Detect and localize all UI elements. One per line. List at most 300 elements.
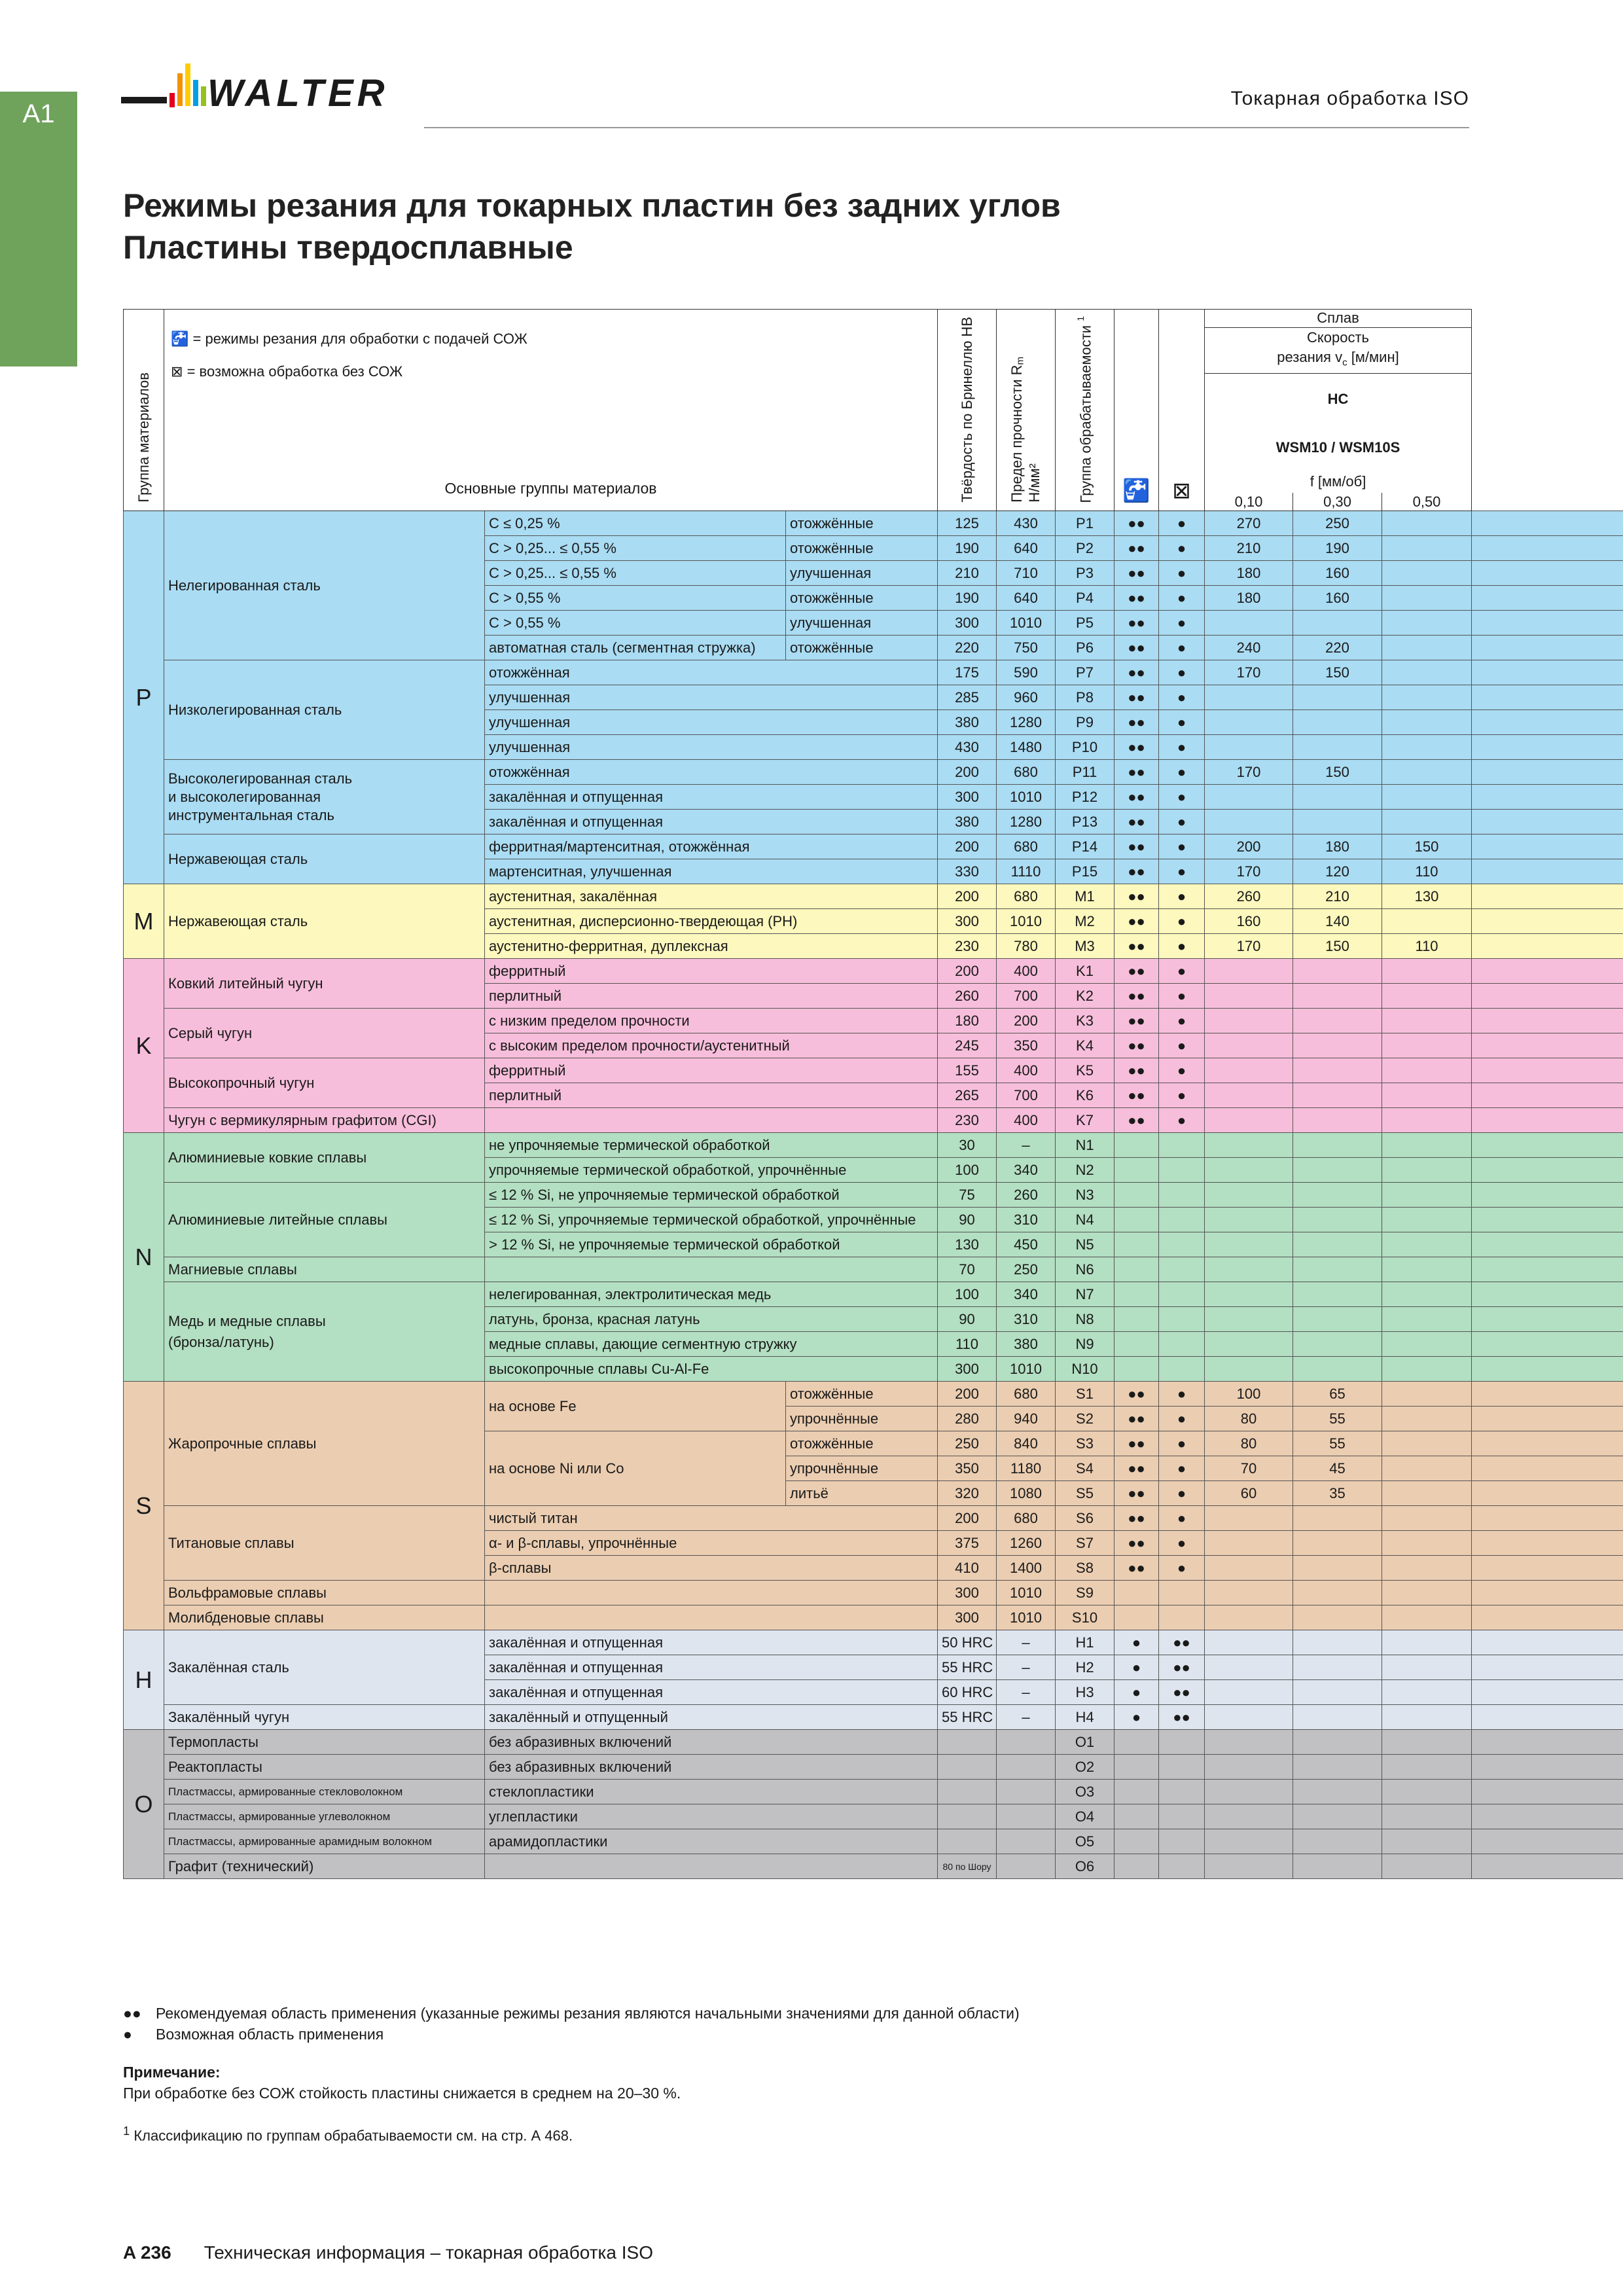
cell bbox=[1159, 1829, 1205, 1854]
cell bbox=[1472, 1680, 1623, 1705]
cell: ●● bbox=[1115, 834, 1159, 859]
cell: H3 bbox=[1056, 1680, 1115, 1705]
cell bbox=[1472, 909, 1623, 934]
cell: 190 bbox=[938, 586, 997, 611]
cell bbox=[1472, 1804, 1623, 1829]
cell: ●● bbox=[1115, 1556, 1159, 1581]
cell bbox=[1159, 1257, 1205, 1282]
cell bbox=[997, 1780, 1056, 1804]
cell bbox=[1472, 1382, 1623, 1407]
cell: 260 bbox=[1205, 884, 1293, 909]
cell: 110 bbox=[1382, 859, 1472, 884]
cell bbox=[1472, 1257, 1623, 1282]
cell: улучшенная bbox=[786, 611, 938, 636]
cell: 330 bbox=[938, 859, 997, 884]
cell: ●● bbox=[1115, 611, 1159, 636]
cell bbox=[1205, 1307, 1293, 1332]
cell bbox=[1205, 1357, 1293, 1382]
cell: P7 bbox=[1056, 660, 1115, 685]
cell bbox=[1115, 1133, 1159, 1158]
cell: 310 bbox=[997, 1208, 1056, 1232]
cell: C > 0,55 % bbox=[485, 611, 786, 636]
cell: 55 HRC bbox=[938, 1705, 997, 1730]
cell bbox=[1472, 511, 1623, 536]
cell: K5 bbox=[1056, 1058, 1115, 1083]
cell bbox=[1382, 1282, 1472, 1307]
material-main: Вольфрамовые сплавы bbox=[164, 1581, 485, 1605]
cell: P9 bbox=[1056, 710, 1115, 735]
cell: 75 bbox=[938, 1183, 997, 1208]
cell bbox=[1293, 685, 1382, 710]
cell: P15 bbox=[1056, 859, 1115, 884]
coolant-icon-col: 🚰 bbox=[1122, 478, 1150, 503]
cell bbox=[1115, 1605, 1159, 1630]
note-text: При обработке без СОЖ стойкость пластины снижается в среднем на 20–30 %. bbox=[123, 2085, 681, 2102]
cell: ●● bbox=[1115, 959, 1159, 984]
cell: P5 bbox=[1056, 611, 1115, 636]
cell bbox=[1472, 710, 1623, 735]
cell bbox=[1293, 1755, 1382, 1780]
cell: 940 bbox=[997, 1407, 1056, 1431]
cell: ● bbox=[1159, 959, 1205, 984]
cell: 150 bbox=[1382, 834, 1472, 859]
cell: упрочнённые bbox=[786, 1456, 938, 1481]
cell: 210 bbox=[1205, 536, 1293, 561]
cell: медные сплавы, дающие сегментную стружку bbox=[485, 1332, 938, 1357]
cell: ● bbox=[1159, 1083, 1205, 1108]
cell bbox=[1382, 1804, 1472, 1829]
group-letter-H: H bbox=[124, 1630, 164, 1730]
cell: ● bbox=[1159, 1481, 1205, 1506]
cell bbox=[1472, 884, 1623, 909]
cell: 130 bbox=[938, 1232, 997, 1257]
cell bbox=[1382, 1780, 1472, 1804]
material-main: Закалённая сталь bbox=[164, 1630, 485, 1705]
cell: 170 bbox=[1205, 859, 1293, 884]
cell: аустенитно-ферритная, дуплексная bbox=[485, 934, 938, 959]
material-main: Высокопрочный чугун bbox=[164, 1058, 485, 1108]
cell bbox=[1382, 536, 1472, 561]
cell bbox=[1382, 1431, 1472, 1456]
cell bbox=[1382, 1257, 1472, 1282]
cell: 350 bbox=[997, 1033, 1056, 1058]
cell bbox=[1159, 1133, 1205, 1158]
cell: 45 bbox=[1293, 1456, 1382, 1481]
cell bbox=[1293, 1829, 1382, 1854]
cell: ● bbox=[1159, 660, 1205, 685]
cell bbox=[1205, 984, 1293, 1009]
cell: литьё bbox=[786, 1481, 938, 1506]
cell bbox=[1115, 1208, 1159, 1232]
cell bbox=[1382, 1456, 1472, 1481]
cell bbox=[1293, 1257, 1382, 1282]
cell bbox=[1159, 1780, 1205, 1804]
cell bbox=[1205, 1705, 1293, 1730]
cell: ●● bbox=[1159, 1680, 1205, 1705]
cell: 840 bbox=[997, 1431, 1056, 1456]
material-sub: на основе Ni или Co bbox=[485, 1431, 786, 1506]
cell: закалённый и отпущенный bbox=[485, 1705, 938, 1730]
cell: упрочнённые bbox=[786, 1407, 938, 1431]
cell: S3 bbox=[1056, 1431, 1115, 1456]
cell bbox=[1159, 1307, 1205, 1332]
table-row bbox=[124, 834, 1623, 859]
cell bbox=[1382, 1332, 1472, 1357]
table-row bbox=[124, 1705, 1623, 1730]
table-row bbox=[124, 1257, 1623, 1282]
cell: ● bbox=[1159, 760, 1205, 785]
cell bbox=[1293, 1804, 1382, 1829]
cell: ●● bbox=[1115, 660, 1159, 685]
cell: ● bbox=[1159, 810, 1205, 834]
cell: 220 bbox=[1293, 636, 1382, 660]
cell: 55 bbox=[1293, 1431, 1382, 1456]
cell: Пластмассы, армированные углеволокном bbox=[164, 1804, 485, 1829]
cell: 710 bbox=[997, 561, 1056, 586]
cell: > 12 % Si, не упрочняемые термической обработкой bbox=[485, 1232, 938, 1257]
cell: 200 bbox=[938, 959, 997, 984]
cell bbox=[1472, 1755, 1623, 1780]
cell bbox=[1472, 1655, 1623, 1680]
cell: 200 bbox=[997, 1009, 1056, 1033]
cell: O4 bbox=[1056, 1804, 1115, 1829]
cell: ● bbox=[1159, 1556, 1205, 1581]
cell bbox=[1205, 1083, 1293, 1108]
cell bbox=[1472, 1829, 1623, 1854]
cell: N2 bbox=[1056, 1158, 1115, 1183]
cell bbox=[1293, 1780, 1382, 1804]
cell bbox=[1293, 1058, 1382, 1083]
cell: 430 bbox=[997, 511, 1056, 536]
cell: ●● bbox=[1115, 1382, 1159, 1407]
cell: 200 bbox=[938, 834, 997, 859]
cell: 1010 bbox=[997, 1581, 1056, 1605]
table-row bbox=[124, 760, 1623, 785]
table-row bbox=[124, 1804, 1623, 1829]
cell: Пластмассы, армированные арамидным волокном bbox=[164, 1829, 485, 1854]
header-mach-group: Группа обрабатываемости $^1$ bbox=[1056, 310, 1115, 511]
cell: ● bbox=[1159, 1531, 1205, 1556]
cell: 200 bbox=[938, 1506, 997, 1531]
cell bbox=[1205, 735, 1293, 760]
cell bbox=[1115, 1257, 1159, 1282]
cell: отожжённые bbox=[786, 536, 938, 561]
cell bbox=[1472, 536, 1623, 561]
cell bbox=[1159, 1581, 1205, 1605]
cell: 300 bbox=[938, 611, 997, 636]
cell: 50 HRC bbox=[938, 1630, 997, 1655]
cell: 1010 bbox=[997, 611, 1056, 636]
cell: ●● bbox=[1115, 1407, 1159, 1431]
cell: S2 bbox=[1056, 1407, 1115, 1431]
cell: S6 bbox=[1056, 1506, 1115, 1531]
cell: N6 bbox=[1056, 1257, 1115, 1282]
cell: ●● bbox=[1115, 1506, 1159, 1531]
cell bbox=[1293, 1556, 1382, 1581]
cell: 250 bbox=[997, 1257, 1056, 1282]
cell: 240 bbox=[1205, 636, 1293, 660]
cell: K3 bbox=[1056, 1009, 1115, 1033]
cell bbox=[1293, 785, 1382, 810]
cell: S10 bbox=[1056, 1605, 1115, 1630]
cell: ●● bbox=[1115, 1083, 1159, 1108]
cell: закалённая и отпущенная bbox=[485, 810, 938, 834]
cell bbox=[1472, 1208, 1623, 1232]
group-letter-K: K bbox=[124, 959, 164, 1133]
logo-text: WALTER bbox=[207, 72, 389, 115]
cell: ● bbox=[1115, 1655, 1159, 1680]
cell bbox=[1472, 1531, 1623, 1556]
cell: ●● bbox=[1159, 1705, 1205, 1730]
cell bbox=[1205, 959, 1293, 984]
cell bbox=[938, 1804, 997, 1829]
cell bbox=[1472, 1506, 1623, 1531]
page-footer bbox=[123, 2242, 653, 2263]
material-main: Нержавеющая сталь bbox=[164, 834, 485, 884]
cell: N4 bbox=[1056, 1208, 1115, 1232]
cell: K6 bbox=[1056, 1083, 1115, 1108]
cell: ● bbox=[1115, 1630, 1159, 1655]
material-main: Серый чугун bbox=[164, 1009, 485, 1058]
cell: отожжённые bbox=[786, 636, 938, 660]
material-sub: на основе Fe bbox=[485, 1382, 786, 1431]
cell: 1280 bbox=[997, 810, 1056, 834]
cell bbox=[1205, 1680, 1293, 1705]
cell: 200 bbox=[938, 884, 997, 909]
cell: высокопрочные сплавы Cu-Al-Fe bbox=[485, 1357, 938, 1382]
cell: 400 bbox=[997, 959, 1056, 984]
cell bbox=[1382, 1357, 1472, 1382]
cell: ≤ 12 % Si, не упрочняемые термической обработкой bbox=[485, 1183, 938, 1208]
cell: с низким пределом прочности bbox=[485, 1009, 938, 1033]
cell bbox=[1472, 834, 1623, 859]
cell bbox=[1472, 810, 1623, 834]
cell: ● bbox=[1159, 710, 1205, 735]
cell: ●● bbox=[1115, 586, 1159, 611]
dry-icon-col: ⊠ bbox=[1172, 478, 1191, 503]
header-group-col: Группа материалов bbox=[124, 310, 164, 511]
cell bbox=[997, 1730, 1056, 1755]
cell bbox=[1382, 1481, 1472, 1506]
cell: 680 bbox=[997, 760, 1056, 785]
cell: 450 bbox=[997, 1232, 1056, 1257]
cell: ● bbox=[1159, 1431, 1205, 1456]
cell bbox=[1115, 1581, 1159, 1605]
note-title: Примечание: bbox=[123, 2064, 221, 2081]
cell bbox=[1472, 735, 1623, 760]
cell: перлитный bbox=[485, 984, 938, 1009]
cell: ферритный bbox=[485, 959, 938, 984]
cell bbox=[1382, 1829, 1472, 1854]
header-divider bbox=[424, 127, 1469, 128]
cell bbox=[1115, 1282, 1159, 1307]
cell: 1010 bbox=[997, 1357, 1056, 1382]
cell: 125 bbox=[938, 511, 997, 536]
cell bbox=[1472, 1033, 1623, 1058]
material-main: Алюминиевые литейные сплавы bbox=[164, 1183, 485, 1257]
feed-010: 0,10 bbox=[1205, 493, 1293, 511]
cell bbox=[1293, 1357, 1382, 1382]
table-row bbox=[124, 1058, 1623, 1083]
cell: 410 bbox=[938, 1556, 997, 1581]
cell bbox=[1382, 959, 1472, 984]
cell: улучшенная bbox=[485, 685, 938, 710]
cell: 1010 bbox=[997, 909, 1056, 934]
cell: P13 bbox=[1056, 810, 1115, 834]
table-row bbox=[124, 1382, 1623, 1407]
cell bbox=[1205, 1581, 1293, 1605]
cell: β-сплавы bbox=[485, 1556, 938, 1581]
cell bbox=[1293, 1009, 1382, 1033]
cell: не упрочняемые термической обработкой bbox=[485, 1133, 938, 1158]
cell: 110 bbox=[1382, 934, 1472, 959]
cell bbox=[1293, 1158, 1382, 1183]
cell: 180 bbox=[1205, 586, 1293, 611]
cutting-data-table bbox=[123, 309, 1623, 1879]
cell bbox=[1293, 1630, 1382, 1655]
cell: ●● bbox=[1115, 1033, 1159, 1058]
cell bbox=[1382, 1506, 1472, 1531]
header-rm: Предел прочности $R_mН$/мм² bbox=[997, 310, 1056, 511]
cell bbox=[1382, 1531, 1472, 1556]
cell bbox=[1382, 1655, 1472, 1680]
cell: P10 bbox=[1056, 735, 1115, 760]
cell: ● bbox=[1159, 1456, 1205, 1481]
cell: 590 bbox=[997, 660, 1056, 685]
cell bbox=[1472, 1854, 1623, 1879]
cell bbox=[1382, 586, 1472, 611]
cell: 1180 bbox=[997, 1456, 1056, 1481]
cell: M3 bbox=[1056, 934, 1115, 959]
cell bbox=[1382, 735, 1472, 760]
cell: P12 bbox=[1056, 785, 1115, 810]
cell: 180 bbox=[938, 1009, 997, 1033]
cell bbox=[997, 1854, 1056, 1879]
cell: M2 bbox=[1056, 909, 1115, 934]
cell: без абразивных включений bbox=[485, 1755, 938, 1780]
cell: K1 bbox=[1056, 959, 1115, 984]
cell: отожжённая bbox=[485, 760, 938, 785]
cell bbox=[1159, 1605, 1205, 1630]
cell: 55 bbox=[1293, 1407, 1382, 1431]
cell: K7 bbox=[1056, 1108, 1115, 1133]
cell bbox=[1382, 1083, 1472, 1108]
cell: ●● bbox=[1115, 984, 1159, 1009]
cell: с высоким пределом прочности/аустенитный bbox=[485, 1033, 938, 1058]
page-title bbox=[123, 185, 1061, 268]
cell bbox=[1382, 1605, 1472, 1630]
table-row bbox=[124, 1630, 1623, 1655]
cell bbox=[1205, 785, 1293, 810]
cell bbox=[1382, 909, 1472, 934]
cell bbox=[1205, 1755, 1293, 1780]
cell: 175 bbox=[938, 660, 997, 685]
cell bbox=[1205, 1033, 1293, 1058]
cell bbox=[1115, 1829, 1159, 1854]
cell bbox=[1382, 1108, 1472, 1133]
cell bbox=[1159, 1332, 1205, 1357]
cell: 430 bbox=[938, 735, 997, 760]
cell: P2 bbox=[1056, 536, 1115, 561]
cell: 1400 bbox=[997, 1556, 1056, 1581]
cell: 680 bbox=[997, 1506, 1056, 1531]
cell bbox=[1205, 1531, 1293, 1556]
cell bbox=[1472, 1730, 1623, 1755]
cell: закалённая и отпущенная bbox=[485, 1630, 938, 1655]
cell bbox=[1205, 1232, 1293, 1257]
cell: N9 bbox=[1056, 1332, 1115, 1357]
cell: отожжённые bbox=[786, 1431, 938, 1456]
cell: 70 bbox=[1205, 1456, 1293, 1481]
cell bbox=[1382, 1009, 1472, 1033]
cell bbox=[938, 1780, 997, 1804]
cell: ●● bbox=[1159, 1655, 1205, 1680]
cell: 680 bbox=[997, 834, 1056, 859]
cell: P4 bbox=[1056, 586, 1115, 611]
cell: ●● bbox=[1115, 1108, 1159, 1133]
cell: аустенитная, закалённая bbox=[485, 884, 938, 909]
cell: 750 bbox=[997, 636, 1056, 660]
cell: ●● bbox=[1115, 785, 1159, 810]
cell bbox=[1293, 959, 1382, 984]
cell bbox=[1293, 1730, 1382, 1755]
cell bbox=[1205, 710, 1293, 735]
cell: 100 bbox=[1205, 1382, 1293, 1407]
cell bbox=[1115, 1854, 1159, 1879]
cell: 640 bbox=[997, 586, 1056, 611]
cell: 300 bbox=[938, 1581, 997, 1605]
cell: 55 HRC bbox=[938, 1655, 997, 1680]
cell: 310 bbox=[997, 1307, 1056, 1332]
table-row bbox=[124, 511, 1623, 536]
cell bbox=[1382, 611, 1472, 636]
dry-icon: ⊠ bbox=[171, 363, 183, 380]
cell: S7 bbox=[1056, 1531, 1115, 1556]
cell bbox=[1205, 1009, 1293, 1033]
cell: C > 0,25... ≤ 0,55 % bbox=[485, 536, 786, 561]
cell: отожжённые bbox=[786, 511, 938, 536]
material-main: Чугун с вермикулярным графитом (CGI) bbox=[164, 1108, 485, 1133]
cell: 170 bbox=[1205, 934, 1293, 959]
cell bbox=[1205, 1730, 1293, 1755]
cell bbox=[1472, 1581, 1623, 1605]
cell: 300 bbox=[938, 909, 997, 934]
cell: 160 bbox=[1293, 586, 1382, 611]
cell: P3 bbox=[1056, 561, 1115, 586]
cell: 200 bbox=[1205, 834, 1293, 859]
table-row bbox=[124, 660, 1623, 685]
cell bbox=[485, 1605, 938, 1630]
cell: 150 bbox=[1293, 660, 1382, 685]
cell: 80 bbox=[1205, 1407, 1293, 1431]
cell: K2 bbox=[1056, 984, 1115, 1009]
cell bbox=[1472, 586, 1623, 611]
cell bbox=[1382, 1556, 1472, 1581]
cell: ● bbox=[1159, 785, 1205, 810]
cell bbox=[1382, 810, 1472, 834]
cell bbox=[1293, 1581, 1382, 1605]
cell: 160 bbox=[1205, 909, 1293, 934]
table-row bbox=[124, 1605, 1623, 1630]
cell: P11 bbox=[1056, 760, 1115, 785]
cell: 230 bbox=[938, 1108, 997, 1133]
header-wet-col bbox=[1115, 310, 1159, 511]
cell bbox=[938, 1730, 997, 1755]
cell bbox=[1472, 1009, 1623, 1033]
cell: Пластмассы, армированные стекловолокном bbox=[164, 1780, 485, 1804]
cell: 155 bbox=[938, 1058, 997, 1083]
cell bbox=[1205, 1133, 1293, 1158]
